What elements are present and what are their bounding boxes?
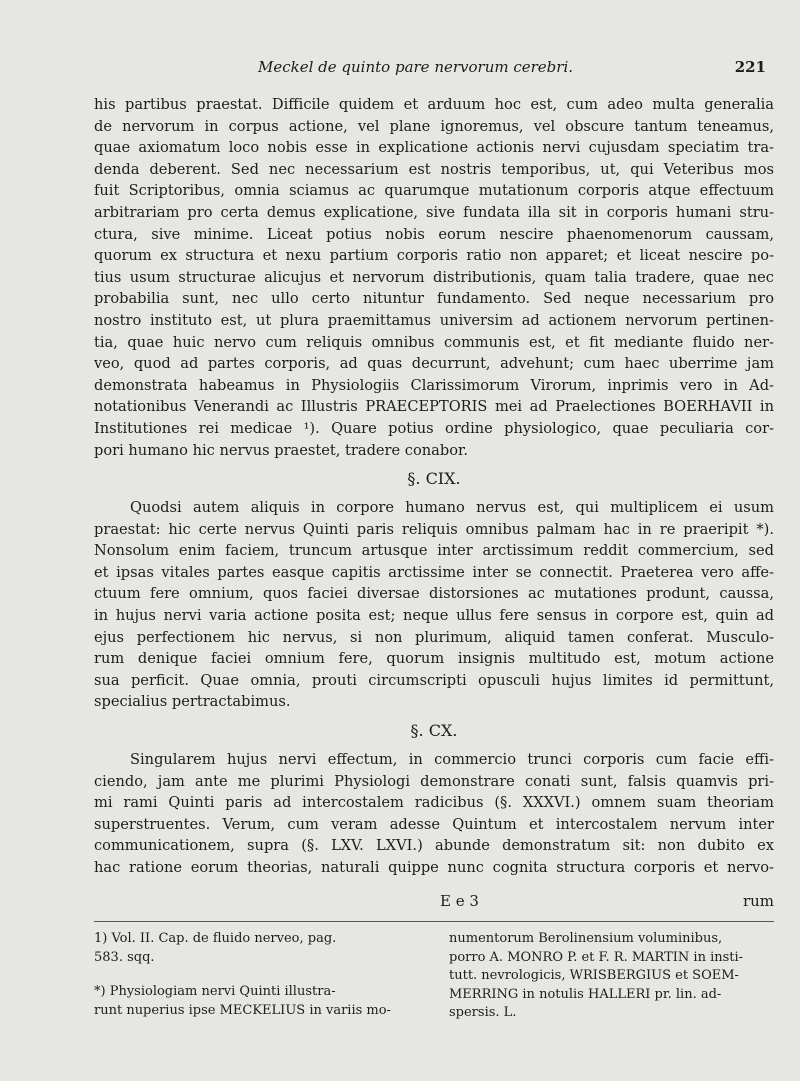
text-line: nostro instituto est, ut plura praemittamus universim ad actionem nervorum pertinen-: [94, 311, 774, 329]
signature-mark: E e 3: [440, 892, 479, 910]
catchword: rum: [742, 892, 774, 910]
footnote-line: numentorum Berolinensium voluminibus,: [449, 931, 723, 946]
text-line: praestat: hic certe nervus Quinti paris reliquis omnibus palmam hac in re praeripit *).: [94, 520, 774, 538]
footnote-column-left: [94, 930, 409, 1020]
section-cx-paragraph: [94, 749, 774, 879]
text-line: Nonsolum enim faciem, truncum artusque inter arctissimum reddit commercium, sed: [94, 542, 774, 560]
text-line: fuit Scriptoribus, omnia sciamus ac quarumque mutationum corporis atque effectuum: [94, 182, 774, 200]
text-line: in hujus nervi varia actione posita est; neque ullus fere sensus in corpore est, quin ad: [94, 607, 774, 625]
text-line: tia, quae huic nervo cum reliquis omnibus communis est, et fit mediante fluido ner-: [94, 333, 774, 351]
footnote-line: tutt. nevrologicis, WRISBERGIUS et SOEM-: [449, 968, 739, 983]
text-line: notationibus Venerandi ac Illustris PRAECEPTORIS mei ad Praelectiones BOERHAVII in: [94, 398, 774, 416]
text-line: communicationem, supra (§. LXV. LXVI.) abunde demonstratum sit: non dubito ex: [94, 837, 774, 855]
footnote-line: 1) Vol. II. Cap. de fluido nerveo, pag.: [94, 931, 337, 946]
page-number: 221: [734, 58, 766, 76]
text-line: de nervorum in corpus actione, vel plane ignoremus, vel obscure tantum teneamus,: [94, 117, 774, 135]
section-cix-paragraph: [94, 497, 774, 713]
text-line: specialius pertractabimus.: [94, 693, 291, 711]
section-heading-cix: §. CIX.: [407, 469, 461, 489]
text-line: hac ratione eorum theorias, naturali quippe nunc cognita structura corporis et nervo-: [94, 859, 774, 876]
text-line: veo, quod ad partes corporis, ad quas decurrunt, advehunt; cum haec uberrime jam: [94, 355, 774, 373]
text-line: rum denique faciei omnium fere, quorum insignis multitudo est, motum actione: [94, 650, 774, 668]
text-line: ctura, sive minime. Liceat potius nobis eorum nescire phaenomenorum caussam,: [94, 225, 774, 243]
footnote-line: spersis. L.: [449, 1005, 517, 1020]
text-line: ctuum fere omnium, quos faciei diversae distorsiones ac mutationes produnt, caussa,: [94, 585, 774, 603]
text-line: et ipsas vitales partes easque capitis arctissime inter se connectit. Praeterea vero affe-: [94, 563, 774, 581]
footnote-line: runt nuperius ipse MECKELIUS in variis mo-: [94, 1002, 391, 1018]
text-line: tius usum structurae alicujus et nervorum distributionis, quam talia tradere, quae nec: [94, 268, 774, 286]
running-title: Meckel de quinto pare nervorum cerebri.: [258, 58, 574, 76]
text-line: demonstrata habeamus in Physiologiis Clarissimorum Virorum, inprimis vero in Ad-: [94, 376, 774, 394]
text-line: mi rami Quinti paris ad intercostalem radicibus (§. XXXVI.) omnem suam theoriam: [94, 794, 774, 812]
text-line: Institutiones rei medicae ¹). Quare potius ordine physiologico, quae peculiaria cor-: [94, 419, 774, 437]
text-line: sua perficit. Quae omnia, prouti circumscripti opusculi hujus limites id permittunt,: [94, 671, 774, 689]
text-line: pori humano hic nervus praestet, tradere conabor.: [94, 441, 468, 459]
intro-paragraph: [94, 94, 774, 461]
section-heading-cx: §. CX.: [410, 721, 458, 741]
text-line: ejus perfectionem hic nervus, si non plurimum, aliquid tamen conferat. Musculo-: [94, 628, 774, 646]
text-line: denda deberent. Sed nec necessarium est nostris temporibus, ut, qui Veteribus mos: [94, 160, 774, 178]
footnote-divider: [94, 921, 774, 922]
text-line: his partibus praestat. Difficile quidem et arduum hoc est, cum adeo multa generalia: [94, 96, 774, 113]
footnote-line: *) Physiologiam nervi Quinti illustra-: [94, 984, 336, 999]
main-text: [94, 94, 774, 879]
text-line: ciendo, jam ante me plurimi Physiologi demonstrare conati sunt, falsis quamvis pri-: [94, 772, 774, 790]
text-line: probabilia sunt, nec ullo certo nituntur fundamento. Sed neque necessarium pro: [94, 290, 774, 308]
footnote-line: porro A. MONRO P. et F. R. MARTIN in insti-: [449, 949, 744, 965]
text-line: quae axiomatum loco nobis esse in explicatione actionis nervi cujusdam speciatim tra-: [94, 139, 774, 157]
footnote-line: MERRING in notulis HALLERI pr. lin. ad-: [449, 986, 722, 1002]
text-line: quorum ex structura et nexu partium corporis ratio non apparet; et liceat nescire po-: [94, 247, 774, 265]
page-header: [0, 58, 800, 82]
text-line: superstruentes. Verum, cum veram adesse Quintum et intercostalem nervum inter: [94, 815, 774, 833]
footnote-column-right: [449, 930, 774, 1023]
text-line: arbitrariam pro certa demus explicatione, sive fundata illa sit in corporis humani stru-: [94, 203, 774, 221]
footnote-line: 583. sqq.: [94, 949, 155, 965]
text-line: Quodsi autem aliquis in corpore humano nervus est, qui multiplicem ei usum: [130, 499, 774, 517]
text-line: Singularem hujus nervi effectum, in commercio trunci corporis cum facie effi-: [130, 751, 774, 769]
